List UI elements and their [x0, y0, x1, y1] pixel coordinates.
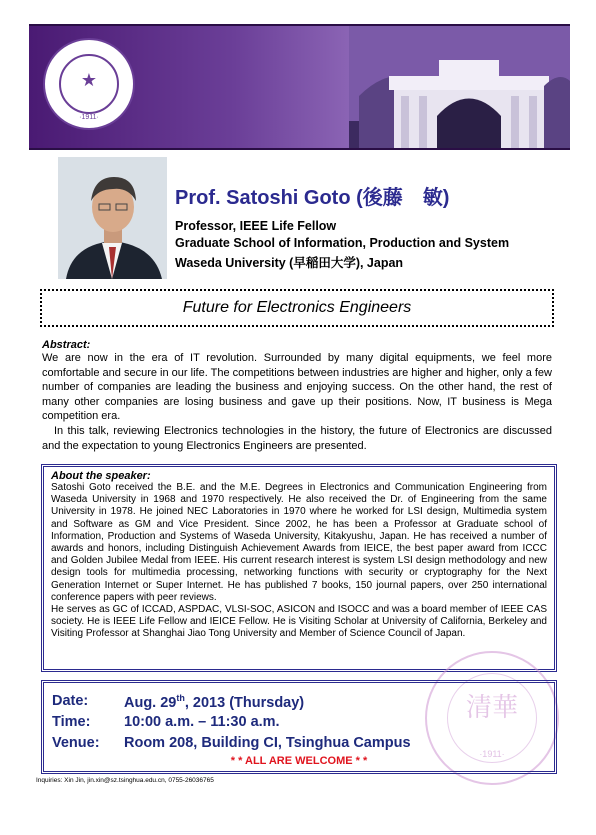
star-icon: ★: [80, 70, 98, 90]
speaker-school: Graduate School of Information, Production and System: [175, 236, 510, 250]
venue-label: Venue:: [52, 735, 100, 751]
date-value: [124, 693, 304, 711]
abstract-paragraph: In this talk, reviewing Electronics technologies in the history, the future of Electronics are discussed and the expectation to young Electronics Engineers are presented.: [42, 424, 552, 452]
abstract-text: [42, 351, 552, 453]
abstract-paragraph: We are now in the era of IT revolution. Surrounded by many digital equipments, we feel more comfortable and secure in our life. The competitions between industries are higher and higher, only a few number of companies are leading the business and enjoying success. On the other hand, the rest of many other companies are losing business and gave up their positions. Now, IT business is Mega competition era.: [42, 352, 552, 423]
bio-paragraph: Satoshi Goto received the B.E. and the M.E. Degrees in Electronics and Communication Engineering from Waseda University in 1968 and 1970 respectively. He also received the Dr. of Engineering from the same University in 1978. He joined NEC Laboratories in 1970 where he worked for LSI design, Multimedia system and Software as GM and Vice President. Since 2002, he has been a Professor at Graduate school of Information, Production and Systems of Waseda University, Kitakyushu, Japan. He has received a number of awards and honors, including Distinguish Achievement Awards from IEICE, the best paper award from ICCC and Golden Jubilee Medal from IEEE. His current research interest is system LSI design methodology and new design tools for multimedia processing, networking functions with security or cryptography for the Next Generation Internet or Super Internet. He has published 7 books, 150 journal papers, over 250 international conference papers with peer reviews.: [51, 482, 547, 603]
speaker-position: Professor, IEEE Life Fellow: [175, 219, 337, 233]
talk-title: Future for Electronics Engineers: [40, 289, 554, 327]
about-speaker-label: About the speaker:: [51, 470, 151, 482]
date-rest: , 2013 (Thursday): [184, 694, 305, 711]
date-main: Aug. 29: [124, 694, 177, 711]
tsinghua-seal-logo: [43, 38, 135, 130]
date-label: Date:: [52, 693, 89, 709]
bio-paragraph: He serves as GC of ICCAD, ASPDAC, VLSI-SOC, ASICON and ISOCC and was a board member of IEEE CAS society. He is IEEE Life Fellow and IEICE Fellow. He is Visiting Scholar at University of California, Berkeley and Visiting Professor at Shanghai Jiao Tong University and Member of Science Council of Japan.: [51, 604, 547, 640]
event-details-box: [41, 680, 557, 774]
watermark-characters: 清華: [465, 693, 518, 723]
time-label: Time:: [52, 714, 91, 730]
speaker-university: Waseda University (早稲田大学), Japan: [175, 256, 404, 270]
inquiries-footer: Inquiries: Xin Jin, jin.xin@sz.tsinghua.edu.cn, 0755-26036765: [36, 777, 214, 784]
venue-value: Room 208, Building CI, Tsinghua Campus: [124, 735, 411, 751]
seal-year: ·1911·: [79, 114, 99, 121]
header-banner: [29, 24, 570, 150]
welcome-notice: * * ALL ARE WELCOME * *: [230, 755, 368, 767]
abstract-label: Abstract:: [42, 339, 91, 351]
tsinghua-gate-image: [349, 26, 570, 148]
speaker-photo: [58, 157, 167, 279]
speaker-name: Prof. Satoshi Goto (後藤 敏): [175, 187, 450, 209]
about-speaker-text: [51, 482, 547, 641]
time-value: 10:00 a.m. – 11:30 a.m.: [124, 714, 280, 730]
about-speaker-box: [41, 464, 557, 672]
watermark-year: ·1911·: [479, 749, 505, 759]
date-suffix: th: [176, 693, 185, 703]
